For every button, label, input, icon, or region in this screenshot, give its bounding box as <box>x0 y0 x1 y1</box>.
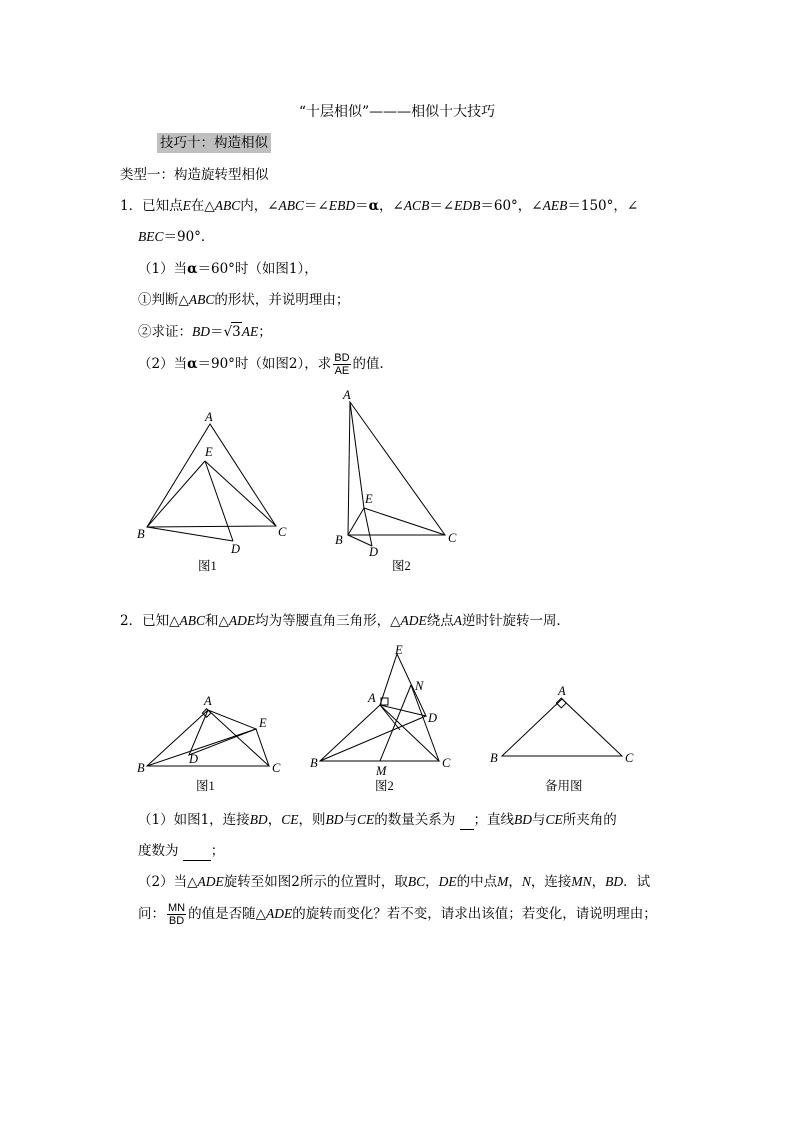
label-c: C <box>625 751 634 765</box>
label-a: A <box>204 694 212 708</box>
caption: 图2 <box>392 559 411 573</box>
label-b: B <box>335 533 343 547</box>
q2-figure-1 <box>147 709 269 766</box>
label-d: D <box>189 752 199 766</box>
q2-part2-line2: 问： $\frac{MN}{BD}$ 的值是否随△ADE的旋转而变化？若不变，请求出该值；若变化，请说明理由； <box>138 902 657 927</box>
q2-figure-2 <box>320 654 439 761</box>
q1-figure-1 <box>147 424 276 541</box>
q1-figure-2 <box>348 402 445 546</box>
label-b: B <box>310 756 318 770</box>
label-e: E <box>395 643 403 657</box>
label-e: E <box>259 716 267 730</box>
label-a: A <box>205 410 213 424</box>
label-d: D <box>369 545 379 559</box>
q1-sub1: ①判断△ABC的形状，并说明理由； <box>138 292 350 308</box>
q2-figure-spare <box>502 698 622 756</box>
segment-bd <box>147 527 233 541</box>
label-b: B <box>490 751 498 765</box>
caption: 图1 <box>196 779 215 793</box>
segment-ec <box>364 508 445 535</box>
label-e: E <box>205 445 213 459</box>
page-title: “十层相似”———相似十大技巧 <box>298 104 496 120</box>
label-c: C <box>272 761 281 775</box>
segment-eb <box>147 461 205 527</box>
q1-line1: 1．已知点E在△ABC内，∠ABC＝∠EBD＝α，∠ACB＝∠EDB＝60°，∠AEB＝150°，∠ <box>120 198 639 214</box>
q2-part1-line1: （1）如图1，连接BD，CE，则BD与CE的数量关系为 ；直线BD与CE所夹角的 <box>138 812 617 828</box>
triangle-abc <box>147 710 269 766</box>
label-e: E <box>365 492 373 506</box>
triangle-abc <box>348 402 445 535</box>
label-a: A <box>368 691 376 705</box>
fraction-mn-bd: $\frac{MN}{BD}$ <box>168 902 186 927</box>
segment-be <box>147 729 256 766</box>
q2-part2-line1: （2）当△ADE旋转至如图2所示的位置时，取BC，DE的中点M，N，连接MN，BD．试 <box>138 874 651 890</box>
label-m: M <box>376 764 387 778</box>
q1-line2: BEC＝90°． <box>138 229 215 245</box>
caption: 图2 <box>375 779 394 793</box>
tip-label: 技巧十：构造相似 <box>157 133 271 153</box>
segment-ed <box>205 461 233 541</box>
label-b: B <box>137 761 145 775</box>
caption: 备用图 <box>545 779 583 793</box>
label-c: C <box>442 756 451 770</box>
fraction-bd-ae: $\frac{BD}{AE}$ <box>334 352 350 377</box>
label-a: A <box>558 684 566 698</box>
caption: 图1 <box>198 559 217 573</box>
q1-sub2: ②求证：BD＝√3AE； <box>138 324 272 340</box>
label-n: N <box>415 679 424 693</box>
segment-mn <box>380 685 411 761</box>
q2-part1-line2: 度数为 ； <box>138 843 225 859</box>
label-c: C <box>278 525 287 539</box>
label-c: C <box>448 531 457 545</box>
segment-ed <box>364 508 372 546</box>
segment-eb <box>348 508 364 535</box>
q1-part2: （2）当α＝90°时（如图2），求 $\frac{BD}{AE}$ 的值． <box>138 352 394 377</box>
segment-bd <box>320 716 426 761</box>
label-d: D <box>231 542 241 556</box>
q1-part1: （1）当α＝60°时（如图1）， <box>138 261 318 277</box>
label-b: B <box>137 527 145 541</box>
triangle-abc <box>147 424 276 527</box>
label-a: A <box>343 388 351 402</box>
label-d: D <box>428 711 438 725</box>
q2-line1: 2．已知△ABC和△ADE均为等腰直角三角形，△ADE绕点A逆时针旋转一周． <box>120 613 571 629</box>
type-heading: 类型一：构造旋转型相似 <box>120 167 269 183</box>
